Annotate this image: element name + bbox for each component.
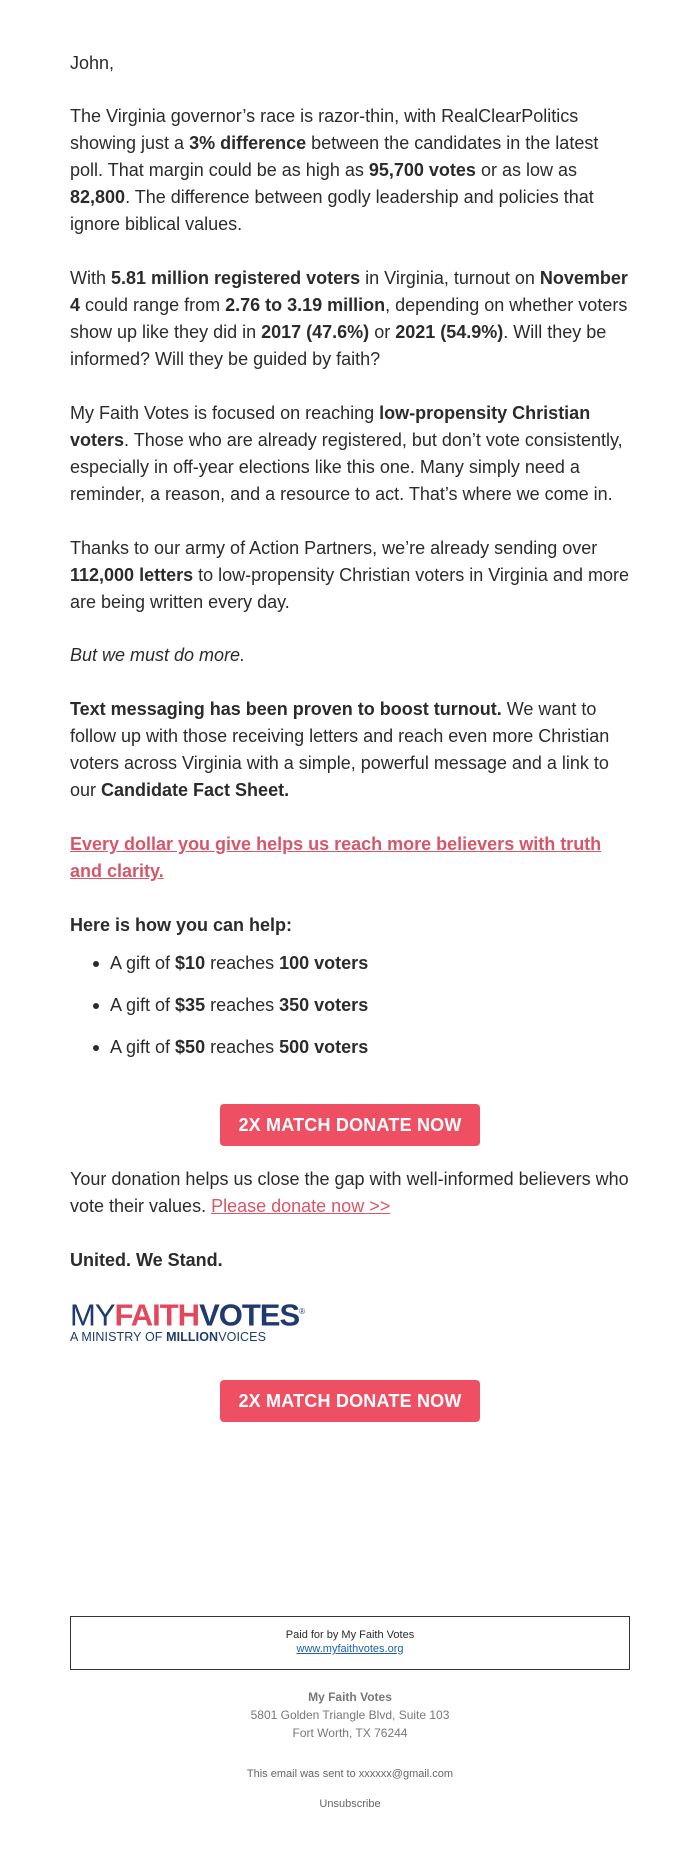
paid-for-box bbox=[70, 1616, 630, 1670]
text: With bbox=[70, 268, 112, 288]
donate-button-bottom[interactable]: 2X MATCH DONATE NOW bbox=[220, 1380, 480, 1422]
donate-now-link[interactable]: Please donate now >> bbox=[211, 1196, 391, 1216]
paid-for-text: Paid for by My Faith Votes bbox=[285, 1629, 415, 1641]
logo-wordmark bbox=[70, 1296, 305, 1333]
text: A gift of bbox=[110, 1037, 176, 1057]
text: could range from bbox=[80, 295, 226, 315]
footer-org-name: My Faith Votes bbox=[308, 1690, 392, 1704]
text: between the candidates in the latest poll. That margin could be as high as bbox=[70, 133, 599, 180]
logo-my: MY bbox=[70, 1297, 115, 1333]
text: , depending on whether voters show up like they did in bbox=[70, 295, 628, 342]
text: Your donation helps us close the gap with well-informed believers who vote their values. bbox=[70, 1169, 629, 1216]
paragraph-focus bbox=[70, 400, 630, 508]
bold-text: MILLION bbox=[166, 1330, 219, 1345]
bold-text: 5.81 million registered voters bbox=[111, 268, 361, 288]
paragraph-every-dollar bbox=[70, 831, 630, 885]
gift-voters: 500 voters bbox=[279, 1037, 369, 1057]
every-dollar-link[interactable]: Every dollar you give helps us reach more believers with truth and clarity. bbox=[70, 834, 602, 881]
logo-registered-mark: ® bbox=[299, 1307, 305, 1316]
gift-amount: $35 bbox=[175, 995, 206, 1015]
gift-list bbox=[70, 950, 368, 1076]
list-item bbox=[110, 1034, 368, 1061]
donate-button-top[interactable]: 2X MATCH DONATE NOW bbox=[220, 1104, 480, 1146]
logo-tagline bbox=[70, 1330, 300, 1344]
logo-votes: VOTES bbox=[199, 1297, 300, 1333]
bold-text: 82,800 bbox=[70, 187, 126, 207]
text: in Virginia, turnout on bbox=[360, 268, 540, 288]
unsubscribe-link[interactable]: Unsubscribe bbox=[319, 1798, 381, 1810]
myfaithvotes-logo bbox=[70, 1296, 305, 1345]
sent-to-notice: This email was sent to xxxxxx@gmail.com bbox=[246, 1768, 454, 1780]
help-heading: Here is how you can help: bbox=[70, 915, 293, 935]
text: reaches bbox=[205, 953, 280, 973]
bold-text: 112,000 letters bbox=[70, 565, 194, 585]
gift-voters: 100 voters bbox=[279, 953, 369, 973]
list-item bbox=[110, 950, 368, 977]
gift-voters: 350 voters bbox=[279, 995, 369, 1015]
footer-address bbox=[70, 1688, 630, 1742]
paragraph-turnout bbox=[70, 265, 630, 373]
bold-text: 2021 (54.9%) bbox=[395, 322, 504, 342]
text: We want to follow up with those receiving letters and reach even more Christian voters across Virginia with a simple, powerful message and a link to our bbox=[70, 699, 610, 800]
footer-address-line2: Fort Worth, TX 76244 bbox=[292, 1726, 408, 1740]
greeting: John, bbox=[70, 53, 115, 73]
text: The Virginia governor’s race is razor-thin, with RealClearPolitics showing just a bbox=[70, 106, 579, 153]
text: or bbox=[369, 322, 396, 342]
bold-text: 3% difference bbox=[189, 133, 307, 153]
paragraph-letters bbox=[70, 535, 630, 616]
text: VOICES bbox=[218, 1330, 267, 1345]
website-line bbox=[71, 1642, 629, 1656]
footer-address-line1: 5801 Golden Triangle Blvd, Suite 103 bbox=[250, 1708, 450, 1722]
paragraph-donation bbox=[70, 1166, 630, 1220]
text: A gift of bbox=[110, 953, 176, 973]
bold-text: November 4 bbox=[70, 268, 628, 315]
text: . Will they be informed? Will they be guided by faith? bbox=[70, 322, 607, 369]
gift-amount: $10 bbox=[175, 953, 206, 973]
text: My Faith Votes is focused on reaching bbox=[70, 403, 380, 423]
bold-text: low-propensity Christian voters bbox=[70, 403, 591, 450]
bold-text: 2.76 to 3.19 million bbox=[225, 295, 386, 315]
paragraph-race bbox=[70, 103, 630, 238]
signoff: United. We Stand. bbox=[70, 1250, 223, 1270]
text: or as low as bbox=[475, 160, 577, 180]
bold-text: 2017 (47.6%) bbox=[261, 322, 370, 342]
text: A MINISTRY OF bbox=[70, 1330, 167, 1345]
bold-text: Text messaging has been proven to boost turnout. bbox=[70, 699, 502, 719]
text: . The difference between godly leadership and policies that ignore biblical values. bbox=[70, 187, 594, 234]
list-item bbox=[110, 992, 368, 1019]
bold-text: Candidate Fact Sheet. bbox=[101, 780, 290, 800]
text: to low-propensity Christian voters in Virginia and more are being written every day. bbox=[70, 565, 629, 612]
text: reaches bbox=[205, 1037, 280, 1057]
text: A gift of bbox=[110, 995, 176, 1015]
bold-text: 95,700 votes bbox=[368, 160, 476, 180]
paragraph-text-messaging bbox=[70, 696, 630, 804]
text: reaches bbox=[205, 995, 280, 1015]
logo-faith: FAITH bbox=[114, 1297, 200, 1333]
website-link[interactable]: www.myfaithvotes.org bbox=[296, 1643, 404, 1655]
text: Thanks to our army of Action Partners, we’re already sending over bbox=[70, 538, 598, 558]
gift-amount: $50 bbox=[175, 1037, 206, 1057]
paragraph-do-more: But we must do more. bbox=[70, 645, 246, 665]
text: . Those who are already registered, but don’t vote consistently, especially in off-year elections like this one. Many simply need a reminder, a reason, and a resource to act. That’s where we come in. bbox=[70, 430, 623, 504]
